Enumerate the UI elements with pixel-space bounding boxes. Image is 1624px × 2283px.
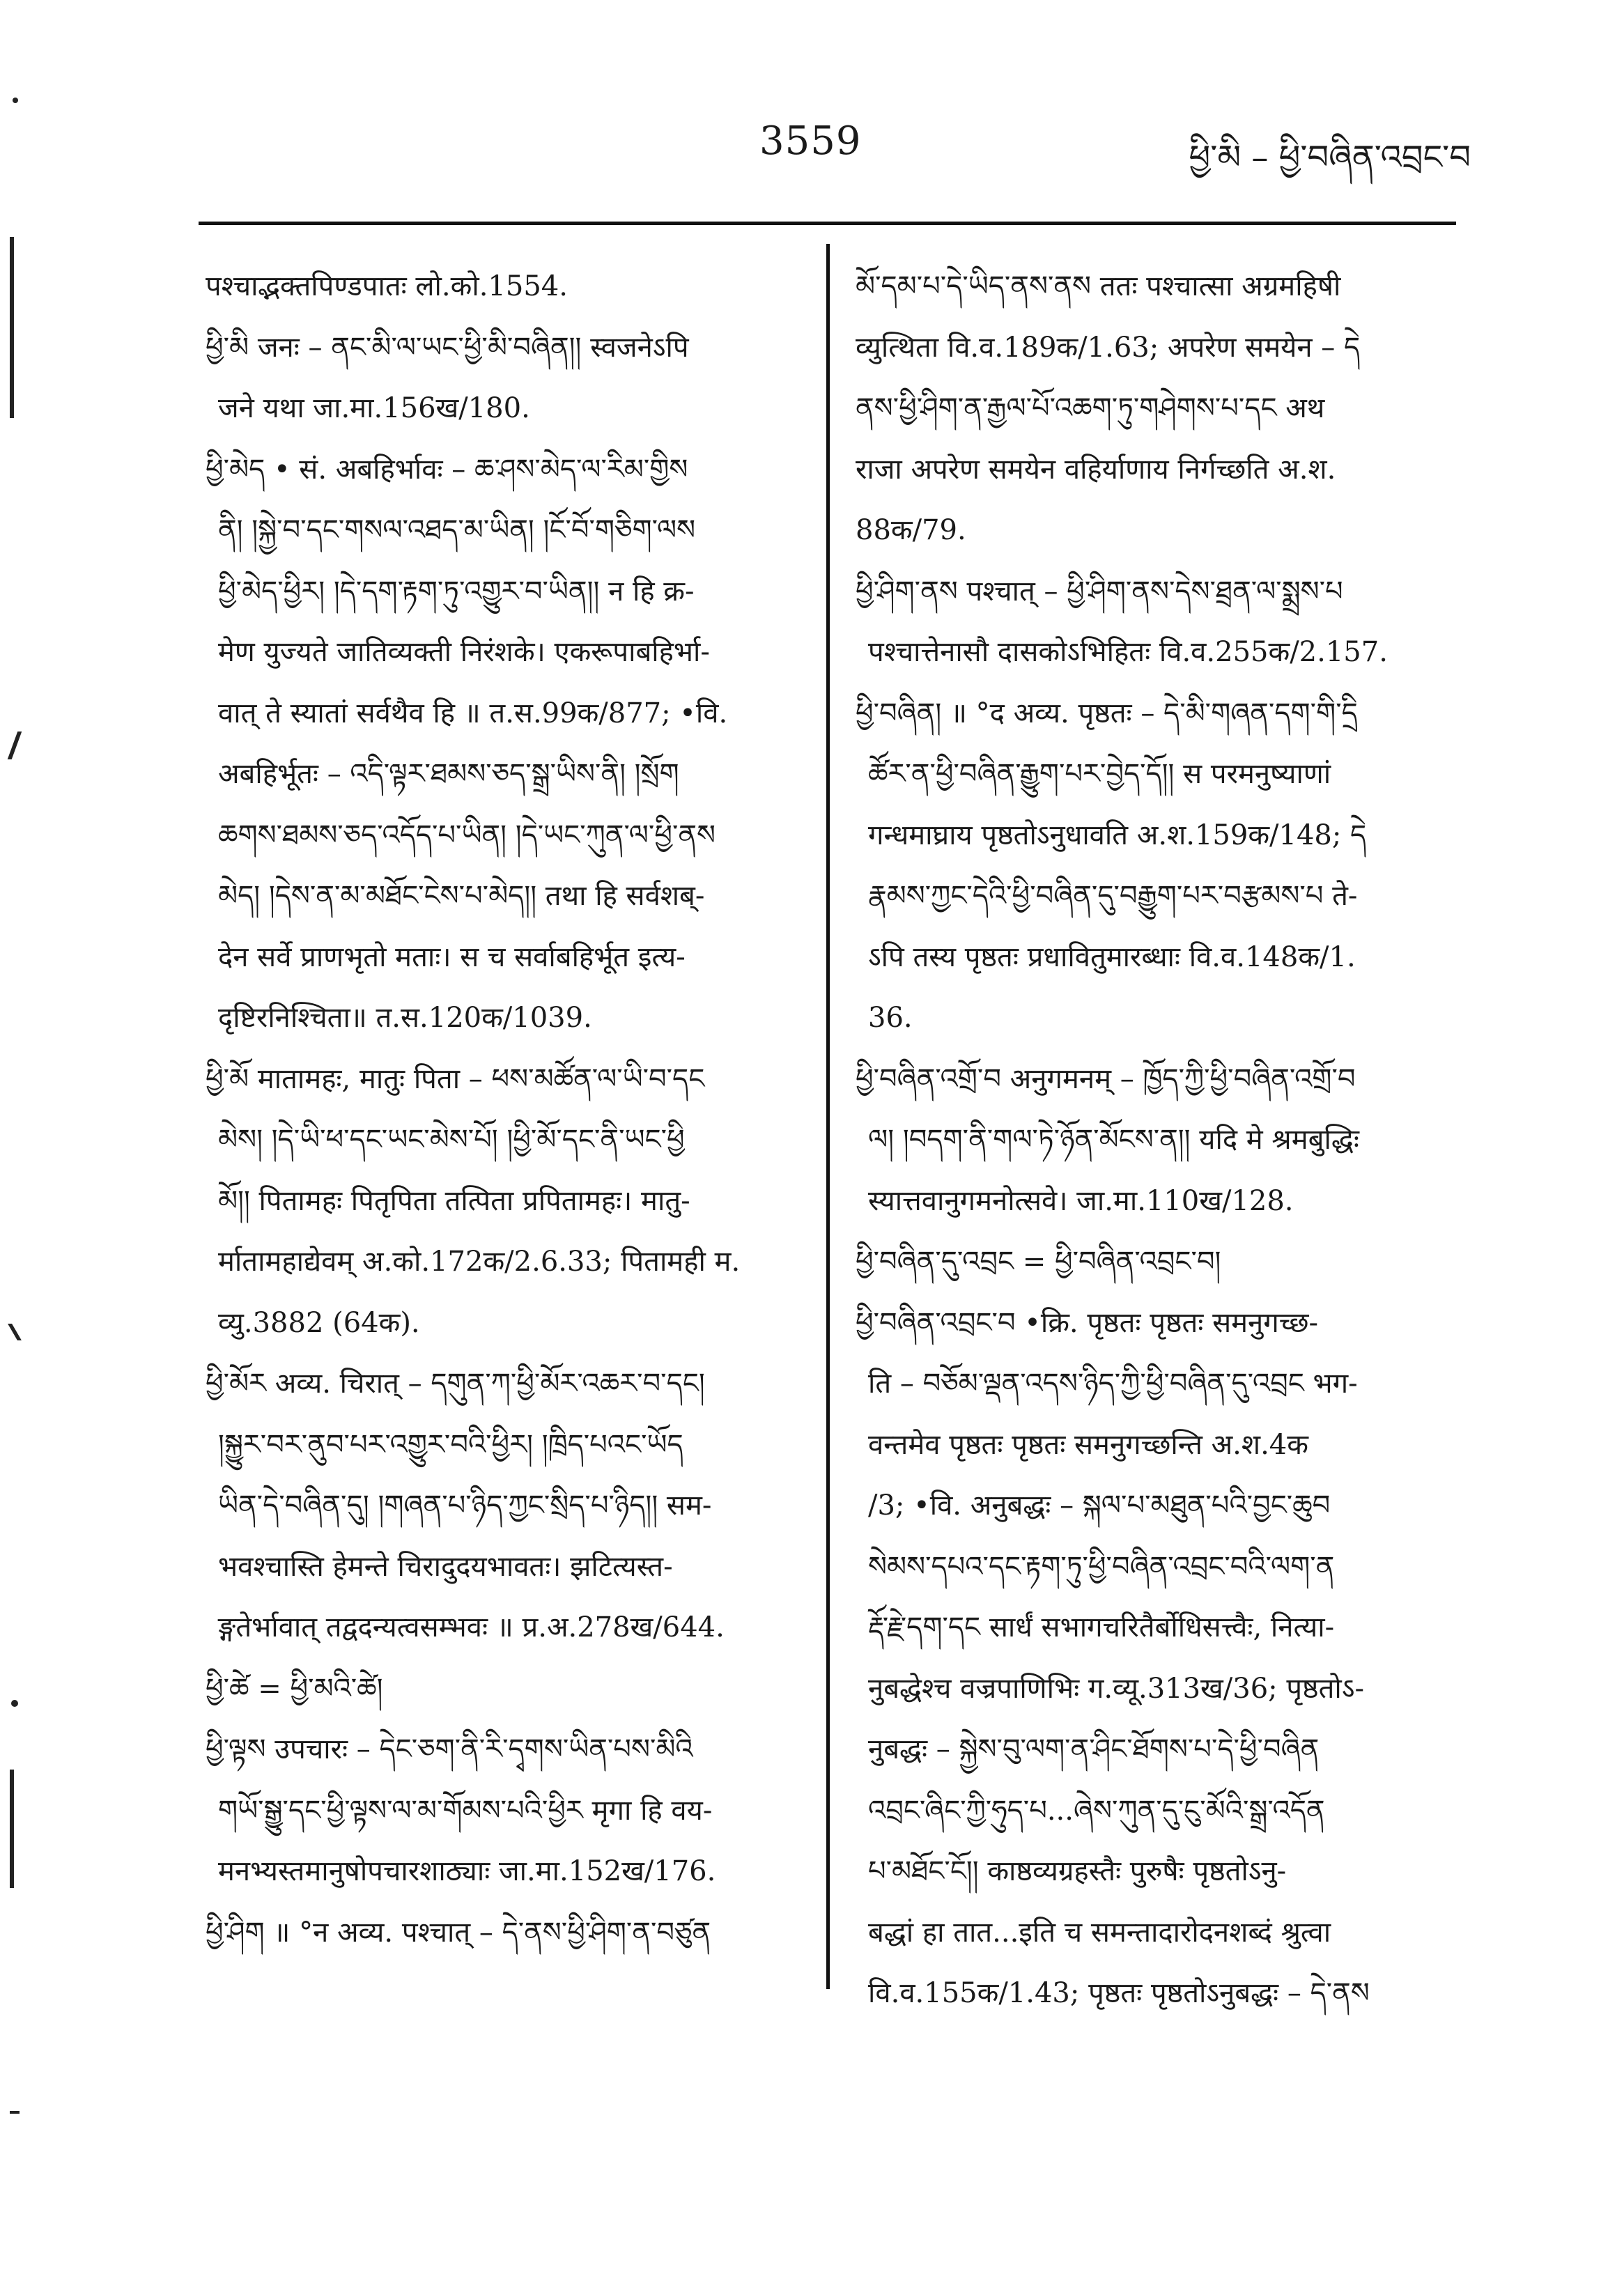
text-line: འབྲང་ཞིང་ཀྱི་ཧུད་པ...ཞེས་ཀུན་དུ་ངུ་མོའི་སྒྲ་འདོན — [868, 1794, 1325, 1827]
text-line: दृष्टिरनिश्चिता॥ त.स.120क/1039. — [218, 1002, 592, 1034]
text-line: མོ།། पितामहः पितृपिता तत्पिता प्रपितामहः। मातु- — [218, 1184, 690, 1217]
entry-headword-line: ཕྱི་ཚེ = ཕྱི་མའི་ཚེ། — [206, 1672, 383, 1705]
text-line: གཡོ་སྒྱུ་དང་ཕྱི་ལྟས་ལ་མ་གོམས་པའི་ཕྱིར मृगा हि वय- — [218, 1794, 713, 1827]
text-line: गन्धमाघ्राय पृष्ठतोऽनुधावति अ.श.159क/148; དེ — [868, 819, 1367, 851]
entry-headword-line: ཕྱི་མེད • सं. अबहिर्भावः – ཆ་ཤས་མེད་ལ་རིམ་གྱིས — [206, 453, 688, 486]
text-line: ནས་ཕྱི་ཤིག་ན་རྒྱལ་པོ་འཆག་ཏུ་གཤེགས་པ་དང अथ — [856, 392, 1325, 424]
left-margin-mark-mid — [10, 1770, 14, 1888]
text-line: ऽपि तस्य पृष्ठतः प्रधावितुमारब्धाः वि.व.148क/1. — [868, 941, 1356, 973]
entry-headword-line: ཕྱི་མོར अव्य. चिरात् – དགུན་ཀ་ཕྱི་མོར་འཆར་བ་དང། — [206, 1368, 705, 1400]
text-line: 36. — [868, 1002, 913, 1034]
text-line: སེམས་དཔའ་དང་རྟག་ཏུ་ཕྱི་བཞིན་འབྲང་བའི་ལག་ན — [868, 1550, 1335, 1583]
entry-headword-line: ཕྱི་བཞིན། ॥ °द अव्य. पृष्ठतः – དེ་མི་གཞན་དག་གི་དྲི — [856, 697, 1358, 729]
left-column — [206, 256, 805, 1963]
text-line: མེད། །དེས་ན་མ་མཐོང་ངེས་པ་མེད།། तथा हि सर्वशब्- — [218, 880, 705, 912]
text-line: ཆགས་ཐམས་ཅད་འདོད་པ་ཡིན། །དེ་ཡང་ཀུན་ལ་ཕྱི་ནས — [218, 819, 716, 851]
text-line: पश्चात्तेनासौ दासकोऽभिहितः वि.व.255क/2.157. — [868, 636, 1388, 668]
text-line: जने यथा जा.मा.156ख/180. — [218, 392, 530, 424]
text-line: /3; •वि. अनुबद्धः – སྐལ་པ་མཐུན་པའི་བྱང་ཆུབ — [868, 1489, 1331, 1522]
text-line: ཡིན་དེ་བཞིན་དུ། །གཞན་པ་ཉིད་ཀྱང་སྲིད་པ་ཉིད།། सम- — [218, 1489, 712, 1522]
text-line: वि.व.155क/1.43; पृष्ठतः पृष्ठतोऽनुबद्धः – དེ་ནས — [868, 1977, 1370, 2009]
text-line: ति – བཅོམ་ལྡན་འདས་ཉིད་ཀྱི་ཕྱི་བཞིན་དུ་འབྲང भग- — [868, 1368, 1358, 1400]
text-line: मनभ्यस्तमानुषोपचारशाठ्याः जा.मा.152ख/176. — [218, 1855, 716, 1887]
entry-headword-line: ཕྱི་མོ मातामहः, मातुः पिता – ཕས་མཚོན་ལ་ཡི་བ་དང — [206, 1062, 705, 1095]
text-line: बद्धां हा तात...इति च समन्तादारोदनशब्दं श्रुत्वा — [868, 1916, 1331, 1949]
text-line: मेण युज्यते जातिव्यक्ती निरंशके। एकरूपाबहिर्भा- — [218, 636, 710, 668]
text-line: ཕྱི་མེད་ཕྱིར། །དེ་དག་རྟག་ཏུ་འགྱུར་བ་ཡིན།། न हि क्र- — [218, 575, 695, 607]
text-line: ཚོར་ན་ཕྱི་བཞིན་རྒྱུག་པར་བྱེད་དོ།། स परमनुष्याणां — [868, 758, 1331, 790]
entry-headword-line: ཕྱི་བཞིན་འགྲོ་བ अनुगमनम् – ཁྱོད་ཀྱི་ཕྱི་བཞིན་འགྲོ་བ — [856, 1062, 1356, 1095]
left-margin-dot-2 — [11, 1700, 18, 1707]
text-line: पश्चाद्भक्तपिण्डपातः लो.को.1554. — [206, 270, 568, 302]
right-column — [856, 256, 1455, 2025]
left-margin-dot-1 — [13, 98, 18, 103]
text-line: नुबद्धेश्च वज्रपाणिभिः ग.व्यू.313ख/36; पृष्ठतोऽ- — [868, 1672, 1364, 1705]
text-line: མེས། །དེ་ཡི་ཕ་དང་ཡང་མེས་པོ། །ཕྱི་མོ་དང་ནི་ཡང་ཕྱི — [218, 1124, 685, 1156]
text-line: राजा अपरेण समयेन वहिर्याणाय निर्गच्छति अ.श. — [856, 453, 1336, 486]
text-line: རྡོ་རྗེ་དག་དང सार्धं सभागचरितैर्बोधिसत्त्वैः, नित्या- — [868, 1611, 1335, 1643]
left-margin-mark-top — [10, 237, 14, 418]
header-rule — [199, 222, 1456, 225]
text-line: 88क/79. — [856, 514, 966, 546]
text-line: वन्तमेव पृष्ठतः पृष्ठतः समनुगच्छन्ति अ.श.4क — [868, 1428, 1308, 1461]
left-margin-tick-1 — [8, 732, 22, 759]
running-head: ཕྱི་མི – ཕྱི་བཞིན་འབྲང་བ — [1189, 138, 1471, 177]
text-line: नुबद्धः – སྐྱེས་བུ་ལག་ན་ཤིང་ཐོགས་པ་དེ་ཕྱི་བཞིན — [868, 1733, 1320, 1765]
page-number: 3559 — [759, 118, 862, 164]
text-line: देन सर्वे प्राणभृतो मताः। स च सर्वाबहिर्भूत इत्य- — [218, 941, 686, 973]
entry-headword-line: ཕྱི་མི जनः – ནང་མི་ལ་ཡང་ཕྱི་མི་བཞིན།། स्वजनेऽपि — [206, 331, 689, 364]
text-line: རྣམས་ཀྱང་དེའི་ཕྱི་བཞིན་དུ་བརྒྱུག་པར་བརྩམས་པ ते- — [868, 880, 1358, 912]
entry-headword-line: ཕྱི་ལྟས उपचारः – དེང་ཅག་ནི་རི་དྭགས་ཡིན་པས་མིའི — [206, 1733, 693, 1765]
text-line: མོ་དམ་པ་དེ་ཡིད་ནས་ནས ततः पश्चात्सा अग्रमहिषी — [856, 270, 1341, 302]
text-line: र्मातामहाद्येवम् अ.को.172क/2.6.33; पितामही म. — [218, 1246, 741, 1278]
entry-headword-line: ཕྱི་ཤིག་ནས पश्चात् – ཕྱི་ཤིག་ནས་དེས་ཐྲན་ལ་སྨྲས་པ — [856, 575, 1343, 607]
text-line: भवश्चास्ति हेमन्ते चिरादुदयभावतः। झटित्यस्त- — [218, 1550, 673, 1583]
left-margin-dash — [10, 2111, 20, 2114]
text-line: वात् ते स्यातां सर्वथैव हि ॥ त.स.99क/877; •वि. — [218, 697, 728, 729]
entry-headword-line: ཕྱི་བཞིན་འབྲང་བ •क्रि. पृष्ठतः पृष्ठतः समनुगच्छ- — [856, 1306, 1319, 1339]
entry-headword-line: ཕྱི་བཞིན་དུ་འབྲང = ཕྱི་བཞིན་འབྲང་བ། — [856, 1246, 1221, 1278]
text-line: ནི། །སྐྱེ་བ་དང་གསལ་འཐད་མ་ཡིན། །ངོ་བོ་གཅིག་ལས — [218, 514, 696, 546]
text-line: व्युत्थिता वि.व.189क/1.63; अपरेण समयेन – དེ — [856, 331, 1361, 364]
text-line: स्यात्तवानुगमनोत्सवे। जा.मा.110ख/128. — [868, 1184, 1294, 1217]
text-line: ङ्गतेर्भावात् तद्वदन्यत्वसम्भवः ॥ प्र.अ.278ख/644. — [218, 1611, 725, 1643]
text-line: །སྐྱུར་བར་ནུབ་པར་འགྱུར་བའི་ཕྱིར། །ཁྲིད་པའང་ཡོད — [218, 1428, 683, 1461]
text-line: अबहिर्भूतः – འདི་ལྟར་ཐམས་ཅད་སྒྲ་ཡིས་ནི། །སྲོག — [218, 758, 679, 790]
left-margin-tick-2 — [8, 1324, 22, 1340]
text-line: པ་མཐོང་ངོ།། काष्ठव्यग्रहस्तैः पुरुषैः पृष्ठतोऽनु- — [868, 1855, 1287, 1887]
text-line: ལ། །བདག་ནི་གལ་ཏེ་ཉོན་མོངས་ན།། यदि मे श्रमबुद्धिः — [868, 1124, 1359, 1156]
text-line: व्यु.3882 (64क). — [218, 1306, 420, 1339]
column-divider — [826, 244, 830, 1989]
entry-headword-line: ཕྱི་ཤིག ॥ °न अव्य. पश्चात् – དེ་ནས་ཕྱི་ཤིག་ན་བཙུན — [206, 1916, 711, 1949]
